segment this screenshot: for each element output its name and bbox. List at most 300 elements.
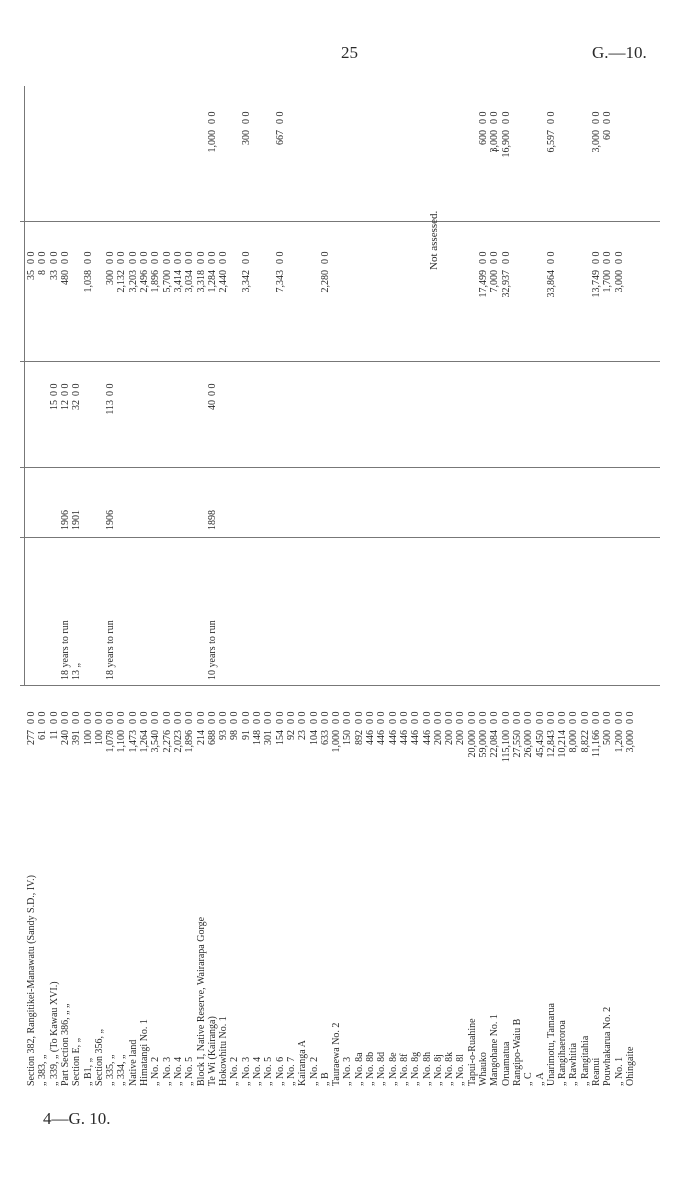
area-roods-perches: 0 0 [150,711,162,724]
capital-pence: 0 0 [82,251,94,264]
capital-pence: 0 0 [274,251,286,264]
capital-value: 3,342 [240,270,252,293]
area-value: 59,000 [478,730,489,758]
capital-value: 3,000 [613,270,625,293]
table-row [433,10,445,1090]
table-row [241,10,253,1090]
land-name: „ No. 8f [398,1053,410,1086]
table-row [162,10,174,1090]
capital-value: 2,132 [116,270,128,293]
area-roods-perches: 0 0 [161,711,173,724]
area-roods-perches: 0 0 [579,711,591,724]
lease-term: 13 „ [71,663,83,680]
capital-pence: 0 0 [26,251,37,264]
capital-pence: 0 0 [240,251,252,264]
area-roods-perches: 0 0 [48,711,60,724]
land-name: Whauko [478,1052,489,1086]
area-value: 446 [365,730,376,745]
table-row [568,10,580,1090]
land-name: „ No. 7 [285,1056,297,1086]
capital-value: 1,284 [206,270,218,293]
area-value: 1,200 [613,730,625,753]
table-row [444,10,456,1090]
improvements-value: 3,000 [591,130,602,153]
land-name: Section 356, „ [93,1029,105,1086]
land-name: „ No. 8d [376,1051,388,1086]
area-value: 277 [26,730,37,745]
improvements-value: 667 [274,130,286,145]
land-name: „ No. 6 [274,1056,286,1086]
table-row [455,10,467,1090]
area-value: 446 [410,730,422,745]
capital-value: 1,896 [150,270,162,293]
area-value: 93 [218,730,230,740]
improvements-pence: 0 0 [545,111,557,124]
table-row [37,10,49,1090]
area-roods-perches: 0 0 [421,711,433,724]
rent-value: 15 [48,400,60,410]
area-value: 100 [93,730,105,745]
rent-pence: 0 0 [71,383,83,396]
land-name: „ B [319,1072,331,1086]
rotated-land-table [20,10,660,1090]
area-value: 150 [342,730,354,745]
area-roods-perches: 0 0 [71,711,83,724]
table-row [399,10,411,1090]
land-name: Hokowhitu No. 1 [218,1016,230,1086]
lease-expiry-year: 1898 [206,510,218,530]
area-roods-perches: 0 0 [342,711,354,724]
land-name: Part Section 386, „ „ [59,1003,71,1086]
improvements-pence: 0 0 [274,111,286,124]
table-row [602,10,614,1090]
rent-value: 32 [71,400,83,410]
table-row [512,10,524,1090]
land-name: „ No. 3 [161,1056,173,1086]
area-value: 301 [263,730,275,745]
table-row [342,10,354,1090]
land-name: „ C [523,1072,535,1086]
capital-value: 35 [26,270,37,280]
table-row [376,10,388,1090]
capital-pence: 0 0 [500,251,512,264]
table-row [297,10,309,1090]
area-roods-perches: 0 0 [410,711,422,724]
area-value: 148 [252,730,263,745]
area-roods-perches: 0 0 [37,711,49,724]
table-row [388,10,400,1090]
area-value: 446 [398,730,410,745]
capital-pence: 0 0 [59,251,71,264]
land-name: „ 334, „ [116,1054,128,1086]
area-roods-perches: 0 0 [297,711,309,724]
table-row [354,10,366,1090]
area-value: 214 [195,730,207,745]
land-name: „ No. 3 [240,1056,252,1086]
table-row [218,10,230,1090]
area-roods-perches: 0 0 [319,711,331,724]
land-name: „ No. 8k [444,1051,456,1086]
rent-pence: 0 0 [105,383,117,396]
area-value: 22,084 [489,730,501,758]
area-value: 27,550 [511,730,523,758]
area-value: 240 [59,730,71,745]
improvements-value: 16,900 [500,130,512,158]
page-number: 25 [341,43,358,62]
area-value: 11,166 [591,730,602,758]
capital-pence: 0 0 [319,251,331,264]
capital-pence: 0 0 [195,251,207,264]
table-row [49,10,61,1090]
table-row [523,10,535,1090]
capital-value: 7,000 [489,270,501,293]
table-row [184,10,196,1090]
capital-pence: 0 0 [591,251,602,264]
area-roods-perches: 0 0 [613,711,625,724]
area-value: 91 [240,730,252,740]
table-row [286,10,298,1090]
land-name: Ohingaite [624,1046,636,1086]
capital-value: 8 [37,270,49,275]
area-value: 2,276 [161,730,173,753]
table-row [150,10,162,1090]
improvements-pence: 0 0 [500,111,512,124]
capital-value: 1,700 [602,270,614,293]
rent-pence: 0 0 [206,383,218,396]
table-row [410,10,422,1090]
table-row [557,10,569,1090]
table-row [229,10,241,1090]
land-name: „ Rangihaeroroa [557,1020,569,1086]
capital-pence: 0 0 [206,251,218,264]
table-row [365,10,377,1090]
area-value: 1,100 [116,730,128,753]
capital-value: 33,864 [545,270,557,298]
area-roods-perches: 0 0 [331,711,343,724]
area-value: 3,000 [624,730,636,753]
capital-value: 300 [105,270,117,285]
area-value: 115,100 [500,730,512,763]
land-name: Section E, „ [71,1037,83,1086]
improvements-pence: 0 0 [478,111,489,124]
land-name: „ A [534,1072,546,1086]
area-roods-perches: 0 0 [285,711,297,724]
area-value: 446 [421,730,433,745]
area-roods-perches: 0 0 [557,711,569,724]
area-roods-perches: 0 0 [466,711,478,724]
area-value: 20,000 [466,730,478,758]
rent-pence: 0 0 [48,383,60,396]
land-name: „ 335, „ [105,1054,117,1086]
area-roods-perches: 0 0 [478,711,489,724]
area-value: 633 [319,730,331,745]
table-row [422,10,434,1090]
table-row [252,10,264,1090]
table-row [625,10,637,1090]
table-row [60,10,72,1090]
area-value: 391 [71,730,83,745]
capital-pence: 0 0 [613,251,625,264]
land-name: Oruamatua [500,1041,512,1086]
table-row [535,10,547,1090]
land-name: Reanui [591,1057,602,1086]
capital-pence: 0 0 [218,251,230,264]
table-row [501,10,513,1090]
area-value: 154 [274,730,286,745]
area-value: 12,843 [545,730,557,758]
lease-expiry-year: 1906 [105,510,117,530]
capital-pence: 0 0 [48,251,60,264]
capital-value: 7,343 [274,270,286,293]
area-roods-perches: 0 0 [523,711,535,724]
capital-pence: 0 0 [478,251,489,264]
land-name: „ Rangitahia [579,1035,591,1086]
table-row [489,10,501,1090]
area-roods-perches: 0 0 [26,711,37,724]
area-roods-perches: 0 0 [105,711,117,724]
area-roods-perches: 0 0 [59,711,71,724]
area-value: 98 [229,730,241,740]
not-assessed-note: Not assessed. [428,210,440,270]
land-name: „ No. 8j [432,1054,444,1086]
table-row [580,10,592,1090]
land-name: „ 383, „ [37,1054,49,1086]
area-value: 1,000 [331,730,343,753]
area-roods-perches: 0 0 [308,711,320,724]
capital-value: 480 [59,270,71,285]
area-value: 11 [48,730,60,740]
land-name: „ No. 8h [421,1051,433,1086]
land-name: „ No. 8b [365,1051,376,1086]
area-value: 45,450 [534,730,546,758]
sheet-mark: 4—G. 10. [43,1109,111,1128]
area-roods-perches: 0 0 [184,711,196,724]
area-roods-perches: 0 0 [195,711,207,724]
table-row [116,10,128,1090]
land-name: Unarimotu, Tamarua [545,1003,557,1086]
area-value: 892 [353,730,365,745]
land-name: „ No. 2 [308,1056,320,1086]
capital-value: 5,700 [161,270,173,293]
capital-pence: 0 0 [489,251,501,264]
capital-value: 2,280 [319,270,331,293]
area-value: 92 [285,730,297,740]
area-roods-perches: 0 0 [82,711,94,724]
area-value: 446 [387,730,399,745]
table-row [128,10,140,1090]
capital-pence: 0 0 [139,251,150,264]
lease-term: 18 years to run [105,620,117,680]
area-value: 200 [432,730,444,745]
document-reference: G.—10. [592,43,647,62]
improvements-pence: 0 0 [489,111,501,124]
table-row [26,10,38,1090]
land-name: „ No. 5 [263,1056,275,1086]
land-name: Pouwhakarua No. 2 [602,1006,614,1086]
capital-pence: 0 0 [150,251,162,264]
area-value: 200 [444,730,456,745]
area-roods-perches: 0 0 [116,711,128,724]
area-roods-perches: 0 0 [568,711,580,724]
land-name: Mangohane No. 1 [489,1014,501,1086]
area-roods-perches: 0 0 [545,711,557,724]
land-name: Himatangi No. 1 [139,1019,150,1086]
area-roods-perches: 0 0 [489,711,501,724]
lease-term: 10 years to run [206,620,218,680]
area-roods-perches: 0 0 [432,711,444,724]
table-row [94,10,106,1090]
land-name: „ No. 2 [150,1056,162,1086]
capital-pence: 0 0 [172,251,184,264]
area-roods-perches: 0 0 [624,711,636,724]
area-roods-perches: 0 0 [240,711,252,724]
improvements-pence: 0 0 [602,111,614,124]
area-value: 200 [455,730,467,745]
improvements-value: 60 [602,130,614,140]
area-roods-perches: 0 0 [139,711,150,724]
improvements-pence: 0 0 [240,111,252,124]
table-row [331,10,343,1090]
land-name: „ No. 8l [455,1054,467,1086]
rent-value: 40 [206,400,218,410]
area-roods-perches: 0 0 [591,711,602,724]
capital-pence: 0 0 [545,251,557,264]
area-roods-perches: 0 0 [218,711,230,724]
improvements-value: 600 [478,130,489,145]
improvements-value: 6,597 [545,130,557,153]
area-roods-perches: 0 0 [511,711,523,724]
area-value: 688 [206,730,218,745]
table-row [309,10,321,1090]
area-roods-perches: 0 0 [274,711,286,724]
table-row [546,10,558,1090]
capital-pence: 0 0 [127,251,139,264]
area-roods-perches: 0 0 [534,711,546,724]
capital-pence: 0 0 [184,251,196,264]
area-value: 1,264 [139,730,150,753]
area-value: 61 [37,730,49,740]
area-roods-perches: 0 0 [93,711,105,724]
capital-pence: 0 0 [37,251,49,264]
area-value: 8,000 [568,730,580,753]
area-roods-perches: 0 0 [500,711,512,724]
lease-expiry-year: 1906 [59,510,71,530]
area-value: 1,078 [105,730,117,753]
table-row [591,10,603,1090]
land-name: Block I, Native Reserve, Wairarapa Gorge [195,916,207,1086]
improvements-pence: 0 0 [591,111,602,124]
land-name: „ No. 2 [229,1056,241,1086]
capital-value: 17,499 [478,270,489,298]
capital-value: 33 [48,270,60,280]
area-roods-perches: 0 0 [455,711,467,724]
capital-value: 2,440 [218,270,230,293]
land-name: „ No. 8a [353,1052,365,1086]
table-row [105,10,117,1090]
capital-value: 3,034 [184,270,196,293]
improvements-value: 1,000 [206,130,218,153]
improvements-pence: 0 0 [206,111,218,124]
capital-pence: 0 0 [602,251,614,264]
area-value: 2,023 [172,730,184,753]
table-row [275,10,287,1090]
capital-value: 2,496 [139,270,150,293]
land-name: Section 382, Rangitikei-Manawatu (Sandy S.D., IV.) [26,875,37,1086]
table-row [173,10,185,1090]
table-row [139,10,151,1090]
land-name: „ No. 8g [410,1051,422,1086]
land-name: Tauraewa No. 2 [331,1022,343,1086]
capital-value: 32,937 [500,270,512,298]
land-name: „ No. 3 [342,1056,354,1086]
land-name: Kairanga A [297,1040,309,1086]
land-name: „ No. 8e [387,1052,399,1086]
capital-value: 3,318 [195,270,207,293]
area-value: 500 [602,730,614,745]
area-roods-perches: 0 0 [387,711,399,724]
land-name: Te Wi (Kairanga) [206,1016,218,1086]
table-row [614,10,626,1090]
land-name: Tapui-o-Ruahine [466,1018,478,1086]
capital-value: 13,749 [591,270,602,298]
area-value: 26,000 [523,730,535,758]
capital-value: 1,038 [82,270,94,293]
area-value: 23 [297,730,309,740]
table-row [207,10,219,1090]
table-row [196,10,208,1090]
lease-term: 18 years to run [59,620,71,680]
area-value: 1,473 [127,730,139,753]
rent-value: 12 [59,400,71,410]
area-value: 3,540 [150,730,162,753]
land-name: „ B1, „ [82,1057,94,1086]
capital-value: 3,414 [172,270,184,293]
land-name: Native land [127,1039,139,1086]
capital-pence: 0 0 [161,251,173,264]
table-row [83,10,95,1090]
area-roods-perches: 0 0 [252,711,263,724]
area-value: 1,896 [184,730,196,753]
area-roods-perches: 0 0 [376,711,388,724]
area-roods-perches: 0 0 [172,711,184,724]
capital-value: 3,203 [127,270,139,293]
land-name: „ No. 1 [613,1056,625,1086]
table-row [71,10,83,1090]
lease-expiry-year: 1901 [71,510,83,530]
land-name: „ No. 4 [252,1056,263,1086]
land-name: „ No. 4 [172,1056,184,1086]
area-value: 100 [82,730,94,745]
rent-pence: 0 0 [59,383,71,396]
area-roods-perches: 0 0 [127,711,139,724]
land-name: Rangipo-Waiu B [511,1018,523,1086]
area-roods-perches: 0 0 [263,711,275,724]
area-roods-perches: 0 0 [444,711,456,724]
area-value: 8,822 [579,730,591,753]
improvements-value: 300 [240,130,252,145]
table-top-rule [24,86,25,686]
table-row [263,10,275,1090]
table-row [467,10,479,1090]
table-row [478,10,490,1090]
area-value: 10,214 [557,730,569,758]
area-roods-perches: 0 0 [353,711,365,724]
area-value: 104 [308,730,320,745]
land-name: „ 339, „ (To Kawau XVI.) [48,981,60,1086]
capital-pence: 0 0 [116,251,128,264]
improvements-value: 3,000 [489,130,501,153]
table-row [320,10,332,1090]
